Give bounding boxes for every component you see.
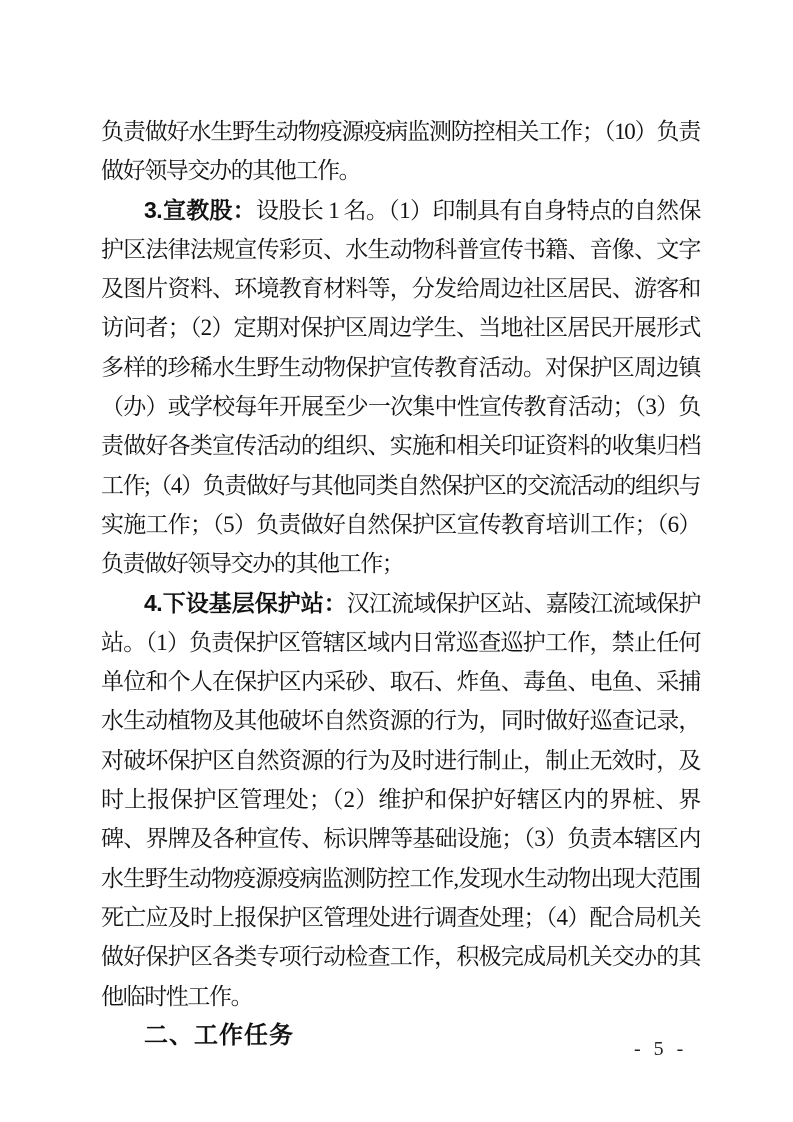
section-heading — [101, 1016, 700, 1055]
paragraph-text: 汉江流域保护区站、嘉陵江流域保护站。（1）负责保护区管辖区域内日常巡查巡护工作，禁止任何单位和个人在保护区内采砂、取石、炸鱼、毒鱼、电鱼、采捕水生动植物及其他破坏自然资源的行为，同时做好巡查记录，对破坏保护区自然资源的行为及时进行制止，制止无效时，及时上报保护区管理处；（2）维护和保护好辖区内的界桩、界碑、界牌及各种宣传、标识牌等基础设施；（3）负责本辖区内水生野生动物疫源疫病监测防控工作,发现水生动物出现大范围死亡应及时上报保护区管理处进行调查处理；（4）配合局机关做好保护区各类专项行动检查工作，积极完成局机关交办的其他临时性工作。 — [101, 590, 700, 1009]
paragraph — [101, 191, 700, 584]
paragraph — [101, 112, 700, 191]
page-number: - 5 - — [634, 1038, 688, 1060]
paragraph-text: 设股长 1 名。（1）印制具有自身特点的自然保护区法律法规宣传彩页、水生动物科普宣传书籍、音像、文字及图片资料、环境教育材料等，分发给周边社区居民、游客和访问者；（2）定期对保护区周边学生、当地社区居民开展形式多样的珍稀水生野生动物保护宣传教育活动。对保护区周边镇（办）或学校每年开展至少一次集中性宣传教育活动；（3）负责做好各类宣传活动的组织、实施和相关印证资料的收集归档工作;（4）负责做好与其他同类自然保护区的交流活动的组织与实施工作；（5）负责做好自然保护区宣传教育培训工作；（6）负责做好领导交办的其他工作； — [101, 197, 700, 577]
paragraph-lead-bold: 3.宣教股： — [144, 196, 257, 223]
paragraph-lead-bold: 二、工作任务 — [144, 1021, 294, 1049]
paragraph — [101, 584, 700, 1016]
paragraph-lead-bold: 4.下设基层保护站： — [144, 589, 347, 616]
paragraph-text: 负责做好水生野生动物疫源疫病监测防控相关工作；（10）负责做好领导交办的其他工作。 — [101, 119, 700, 184]
document-body — [101, 112, 700, 1055]
